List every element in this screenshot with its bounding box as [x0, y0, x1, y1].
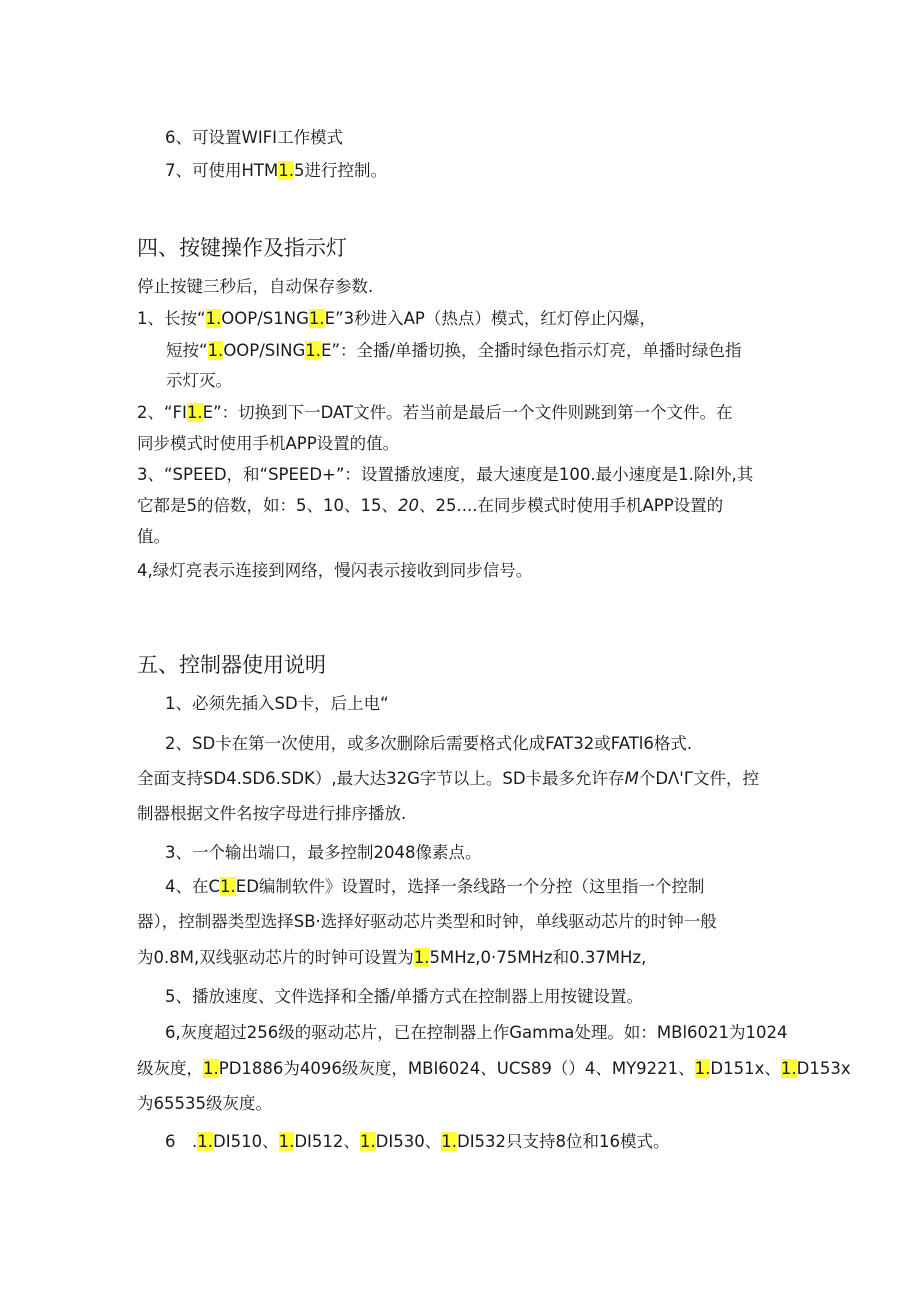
paragraph-line	[165, 876, 704, 898]
text-segment: 四、按键操作及指示灯	[137, 236, 347, 260]
text-segment: E”：切换到下一DAT文件。若当前是最后一个文件则跳到第一个文件。在	[202, 403, 733, 422]
text-segment: 5进行控制。	[293, 161, 387, 180]
paragraph-line	[165, 842, 482, 864]
text-segment: DI512、	[294, 1132, 360, 1151]
text-segment: 、25....在同步模式时使用手机APP设置的	[419, 496, 724, 515]
highlighted-text: 1.	[203, 1059, 219, 1078]
text-segment: 6,灰度超过256级的驱动芯片，已在控制器上作Gamma处理。如：MBl6021为1024	[165, 1023, 788, 1042]
text-segment: 2、“FI	[137, 403, 187, 422]
highlighted-text: 1.	[359, 1132, 376, 1151]
highlighted-text: 1.	[197, 1132, 213, 1151]
paragraph-line	[137, 308, 656, 330]
highlighted-text: 1.	[308, 309, 325, 328]
highlighted-text: 1.	[186, 403, 203, 422]
paragraph-line	[165, 693, 389, 715]
paragraph-line	[166, 370, 232, 392]
text-segment: 4、在C	[165, 877, 221, 896]
highlighted-text: 1.	[205, 309, 222, 328]
text-segment: 3、“SPEED，和“SPEED+”：设置播放速度，最大速度是100.最小速度是1.除l外,其	[137, 465, 754, 484]
text-segment: 同步模式时使用手机APP设置的值。	[137, 434, 400, 453]
highlighted-text: 1.	[780, 1059, 797, 1078]
text-segment: 短按“	[166, 341, 208, 360]
paragraph-line	[137, 276, 373, 298]
text-segment: D151x、	[710, 1059, 781, 1078]
paragraph-line	[137, 526, 170, 548]
paragraph-line	[165, 733, 692, 755]
paragraph-line	[165, 1131, 670, 1153]
text-segment: 制器根据文件名按字母进行排序播放.	[137, 804, 407, 823]
feature-line-6	[165, 127, 343, 149]
section-heading-4	[137, 234, 347, 262]
text-segment: M	[624, 769, 639, 788]
paragraph-line	[137, 560, 532, 582]
text-segment: 全面支持SD4.SD6.SDK）,最大达32G字节以上。SD卡最多允许存	[137, 769, 625, 788]
paragraph-line	[137, 464, 753, 486]
highlighted-text: 1.	[694, 1059, 711, 1078]
highlighted-text: 1.	[278, 161, 294, 180]
highlighted-text: 1.	[413, 948, 430, 967]
highlighted-text: 1.	[220, 877, 236, 896]
text-segment: 6 .	[165, 1132, 198, 1151]
highlighted-text: 1.	[441, 1132, 457, 1151]
text-segment: ED编制软件》设置时，选择一条线路一个分控（这里指一个控制	[235, 877, 705, 896]
text-segment: 7、可使用HTM	[165, 161, 279, 180]
text-segment: 它都是5的倍数，如：5、10、15、	[137, 496, 398, 515]
feature-line-7	[165, 160, 387, 182]
paragraph-line	[137, 402, 733, 424]
paragraph-line	[137, 947, 646, 969]
text-segment: 2、SD卡在第一次使用，或多次删除后需要格式化成FAT32或FATl6格式.	[165, 734, 693, 753]
paragraph-line	[137, 803, 406, 825]
text-segment: D153x	[796, 1059, 851, 1078]
paragraph-line	[137, 911, 717, 933]
paragraph-line	[137, 433, 399, 455]
section-heading-5	[137, 651, 326, 679]
text-segment: OOP/S1NG	[221, 309, 309, 328]
text-segment: 为0.8M,双线驱动芯片的时钟可设置为	[137, 948, 414, 967]
text-segment: 器），控制器类型选择SB·选择好驱动芯片类型和时钟，单线驱动芯片的时钟一般	[137, 912, 717, 931]
text-segment: DI530、	[375, 1132, 442, 1151]
paragraph-line	[137, 768, 759, 790]
highlighted-text: 1.	[207, 341, 224, 360]
text-segment: 值。	[137, 527, 170, 546]
text-segment: 个DΛ'Γ文件，控	[638, 769, 760, 788]
paragraph-line	[137, 1093, 272, 1115]
text-segment: 停止按键三秒后，自动保存参数.	[137, 277, 374, 296]
text-segment: 示灯灭。	[166, 371, 232, 390]
text-segment: 3、一个输出端口，最多控制2048像素点。	[165, 843, 482, 862]
text-segment: 1、必须先插入SD卡，后上电“	[165, 694, 389, 713]
paragraph-line	[166, 340, 742, 362]
text-segment: 级灰度，	[137, 1059, 203, 1078]
text-segment: 5MHz,0·75MHz和0.37MHz,	[429, 948, 647, 967]
text-segment: 五、控制器使用说明	[137, 653, 326, 677]
paragraph-line	[137, 1058, 851, 1080]
text-segment: OOP/SING	[223, 341, 306, 360]
text-segment: DI532只支持8位和16模式。	[456, 1132, 670, 1151]
highlighted-text: 1.	[305, 341, 322, 360]
text-segment: DI510、	[213, 1132, 279, 1151]
text-segment: 5、播放速度、文件选择和全播/单播方式在控制器上用按键设置。	[165, 987, 644, 1006]
text-segment: 4,绿灯亮表示连接到网络，慢闪表示接收到同步信号。	[137, 561, 533, 580]
text-segment: E”3秒进入AP（热点）模式，红灯停止闪爆，	[324, 309, 656, 328]
highlighted-text: 1.	[278, 1132, 295, 1151]
text-segment: E”：全播/单播切换，全播时绿色指示灯亮，单播时绿色指	[321, 341, 742, 360]
paragraph-line	[165, 986, 643, 1008]
paragraph-line	[165, 1022, 788, 1044]
paragraph-line	[137, 495, 723, 517]
text-segment: 6、可设置WIFI工作模式	[165, 128, 344, 147]
text-segment: PD1886为4096级灰度，MBI6024、UCS89（）4、MY9221、	[218, 1059, 695, 1078]
text-segment: 1、长按“	[137, 309, 206, 328]
text-segment: 20	[398, 496, 419, 515]
text-segment: 为65535级灰度。	[137, 1094, 272, 1113]
